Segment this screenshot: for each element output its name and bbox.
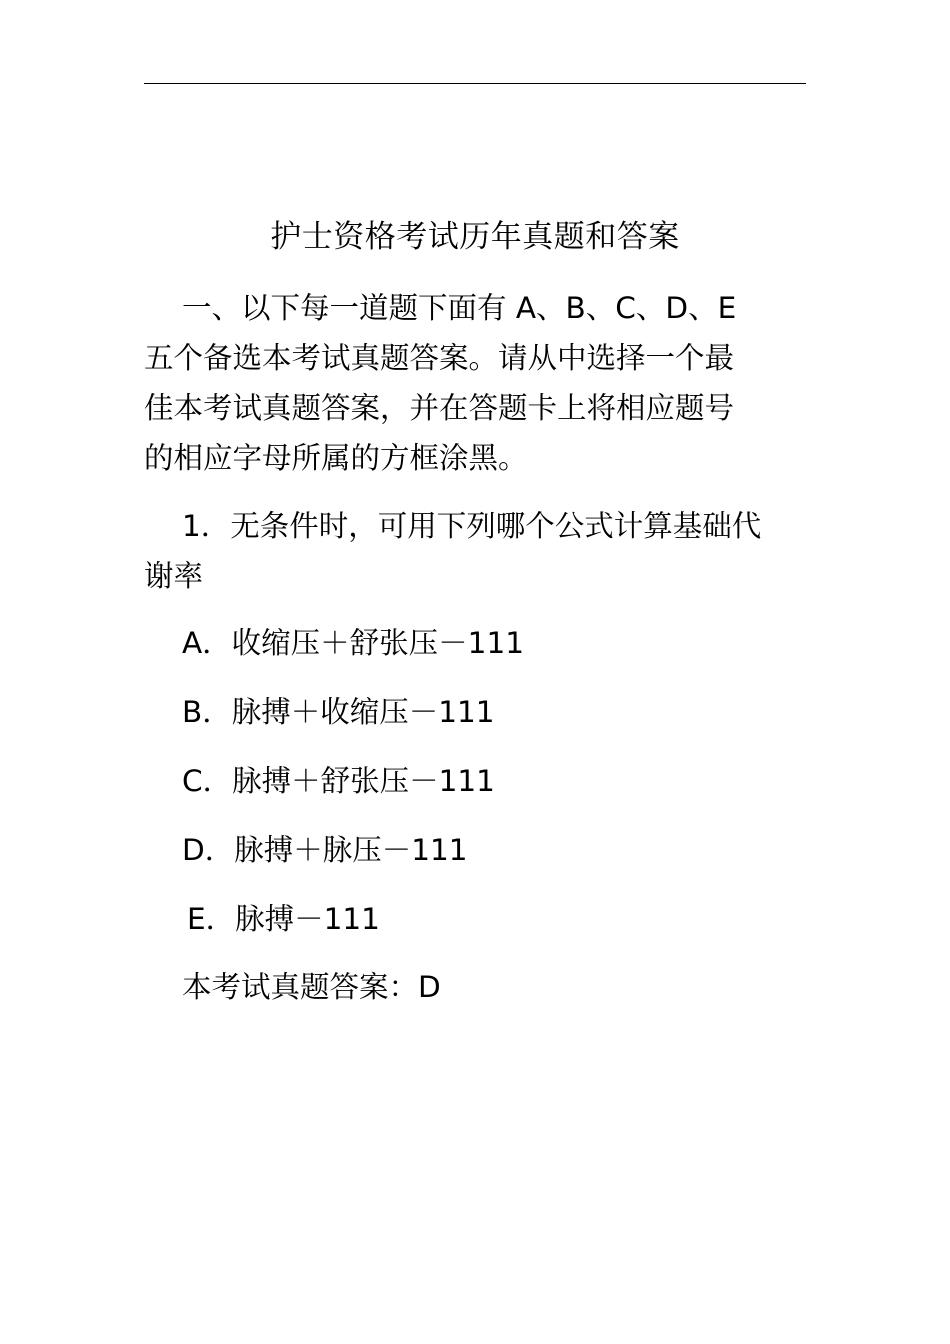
option-d: D．脉搏＋脉压－111 [182, 833, 468, 867]
page-title: 护士资格考试历年真题和答案 [270, 219, 680, 255]
question-line: 谢率 [144, 559, 204, 593]
question-line: 1．无条件时，可用下列哪个公式计算基础代 [182, 509, 762, 543]
instructions-line: 的相应字母所属的方框涂黑。 [144, 441, 528, 475]
option-a: A．收缩压＋舒张压－111 [182, 626, 524, 660]
answer-line: 本考试真题答案：D [182, 970, 441, 1004]
question-stem [144, 501, 806, 601]
instructions-line: 一、以下每一道题下面有 A、B、C、D、E [182, 291, 737, 325]
option-c: C．脉搏＋舒张压－111 [182, 764, 495, 798]
instructions-line: 五个备选本考试真题答案。请从中选择一个最 [144, 341, 735, 375]
option-e: E．脉搏－111 [187, 902, 380, 936]
option-b: B．脉搏＋收缩压－111 [182, 695, 495, 729]
header-rule [144, 83, 806, 84]
instructions-paragraph [144, 283, 806, 483]
instructions-line: 佳本考试真题答案，并在答题卡上将相应题号 [144, 391, 735, 425]
